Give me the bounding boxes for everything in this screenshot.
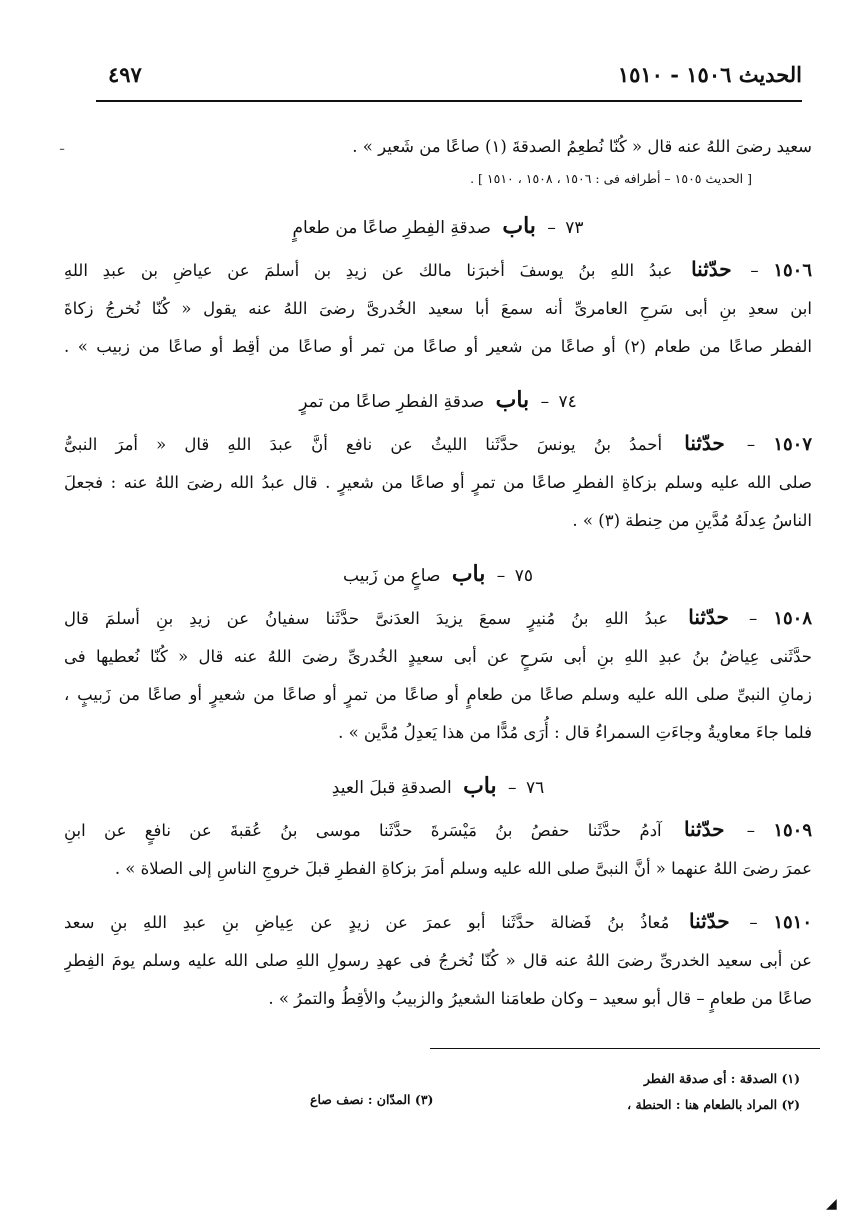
chapter-title: صدقةِ الفطرِ صاعًا من تمرٍ [299, 392, 485, 412]
hadith-1507-line-1: ١٥٠٧ – حدّثنا أحمدُ بنُ يونسَ حدَّثَنا الليثُ عن نافع أنَّ عبدَ اللهِ قال « أمرَ النبىُّ [64, 431, 812, 455]
haddathana-word: حدّثنا [691, 257, 732, 281]
chapter-number: ٧٣ [565, 218, 584, 238]
haddathana-word: حدّثنا [683, 817, 725, 841]
chapter-heading-74: ٧٤ – باب صدقةِ الفطرِ صاعًا من تمرٍ [299, 387, 577, 413]
continuation-line: سعيد رضىَ اللهُ عنه قال « كُنّا نُطعِمُ الصدقةَ (١) صاعًا من شَعير » . [352, 137, 812, 156]
page-body [64, 128, 812, 1018]
running-title: الحديث ١٥٠٦ - ١٥١٠ [617, 62, 802, 87]
hadith-reference: [ الحديث ١٥٠٥ – أطرافه فى : ١٥٠٦ ، ١٥٠٨ ، ١٥١٠ ] . [470, 171, 752, 186]
hadith-number: ١٥٠٩ [773, 820, 812, 841]
hadith-1507-line-3: الناسُ عِدلَهُ مُدَّينِ من حِنطة (٣) » . [572, 511, 812, 530]
hadith-1506-line-1: ١٥٠٦ – حدّثنا عبدُ اللهِ بنُ يوسفَ أخبرَنا مالك عن زيدِ بن أسلمَ عن عياضِ بن عبدِ اللهِ [64, 257, 812, 281]
footnotes [200, 1066, 800, 1118]
hadith-number: ١٥٠٦ [773, 260, 812, 281]
hadith-1508-line-1: ١٥٠٨ – حدّثنا عبدُ اللهِ بنُ مُنيرٍ سمعَ يزيدَ العدَنىَّ حدَّثَنا سفيانُ عن زيدِ بنِ أسلمَ قال [64, 605, 812, 629]
hadith-number: ١٥١٠ [773, 912, 812, 933]
hadith-1510-line-2: عن أبى سعيد الخدرىِّ رضىَ اللهُ عنه قال « كُنّا نُخرجُ فى عهدِ رسولِ اللهِ صلى الله عليه وسلم يومَ الفِطرِ [64, 951, 812, 970]
hadith-text: أحمدُ بنُ يونسَ حدَّثَنا الليثُ عن نافع أنَّ عبدَ اللهِ قال « أمرَ النبىُّ [64, 435, 663, 454]
hadith-1506-line-3: الفطر صاعًا من طعام (٢) أو صاعًا من شعير أو صاعًا من تمر أو صاعًا من أقِط أو صاعًا من زبيب » . [64, 337, 812, 356]
hadith-1508-line-4: فلما جاءَ معاويةُ وجاءَتِ السمراءُ قال : أُرَى مُدًّا من هذا يَعدِلُ مُدَّين » . [338, 723, 812, 742]
footnote-1: (١) الصدقة : أى صدقة الفطر [643, 1071, 800, 1086]
chapter-number: ٧٦ [525, 778, 545, 798]
haddathana-word: حدّثنا [688, 605, 729, 629]
chapter-title: صدقةِ الفِطرِ صاعًا من طعامٍ [292, 218, 491, 238]
corner-mark: ◢ [826, 1196, 837, 1212]
hadith-1509-line-2: عمرَ رضىَ اللهُ عنهما « أنَّ النبىَّ صلى الله عليه وسلم أمرَ بزكاةِ الفطرِ قبلَ خروجِ الناسِ إلى الصلاة » . [114, 859, 812, 878]
page-number: ٤٩٧ [108, 62, 142, 87]
hadith-number: ١٥٠٨ [773, 608, 812, 629]
page-header [100, 62, 802, 96]
haddathana-word: حدّثنا [684, 431, 725, 455]
chapter-number: ٧٤ [558, 392, 577, 412]
chapter-heading-76: ٧٦ – باب الصدقةِ قبلَ العيدِ [331, 773, 545, 799]
bab-word: باب [502, 213, 536, 239]
bab-word: باب [451, 561, 486, 587]
margin-mark: ـ [60, 138, 65, 154]
bab-word: باب [463, 773, 497, 799]
hadith-1508-line-2: حدَّثَنى عِياضُ بنُ عبدِ اللهِ بنِ أبى سَرحٍ عن أبى سعيدٍ الخُدرىِّ رضىَ اللهُ عنه قال « كُنّا نُعطيها فى [64, 647, 812, 666]
footnote-3: (٣) المدّان : نصف صاع [310, 1092, 434, 1107]
hadith-text: عبدُ اللهِ بنُ يوسفَ أخبرَنا مالك عن زيدِ بن أسلمَ عن عياضِ بن عبدِ اللهِ [64, 261, 673, 280]
haddathana-word: حدّثنا [689, 909, 730, 933]
hadith-1510-line-3: صاعًا من طعامٍ – قال أبو سعيد – وكان طعامَنا الشعيرُ والزبيبُ والأقِطُ والتمرُ » . [268, 989, 812, 1008]
hadith-text: مُعاذُ بنُ فَضالة حدَّثَنا أبو عمرَ عن زيدٍ عن عِياضِ بنِ عبدِ اللهِ بنِ سعد [64, 913, 670, 932]
hadith-number: ١٥٠٧ [773, 434, 812, 455]
chapter-title: الصدقةِ قبلَ العيدِ [331, 778, 452, 798]
hadith-text: آدمُ حدَّثَنا حفصُ بنُ مَيْسَرةَ حدَّثَنا موسى بنُ عُقبةَ عن نافعٍ عن ابنِ [64, 821, 662, 840]
hadith-1508-line-3: زمانِ النبىِّ صلى الله عليه وسلم صاعًا من طعامٍ أو صاعًا من تمرٍ أو صاعًا من شعيرٍ أو صاعًا من زَبيبٍ ، [64, 685, 812, 704]
hadith-1506-line-2: ابن سعدِ بنِ أبى سَرحِ العامرىِّ أنه سمعَ أبا سعيد الخُدرىَّ رضىَ اللهُ عنه يقول « كُنّا نُخرجُ زكاةَ [64, 299, 812, 318]
hadith-1507-line-2: صلى الله عليه وسلم بزكاةِ الفطرِ صاعًا من تمرٍ أو صاعًا من شعيرٍ . قال عبدُ الله رضىَ اللهُ عنه : فجعلَ [64, 473, 812, 492]
hadith-1509-line-1: ١٥٠٩ – حدّثنا آدمُ حدَّثَنا حفصُ بنُ مَيْسَرةَ حدَّثَنا موسى بنُ عُقبةَ عن نافعٍ عن ابنِ [64, 817, 812, 841]
hadith-text: عبدُ اللهِ بنُ مُنيرٍ سمعَ يزيدَ العدَنىَّ حدَّثَنا سفيانُ عن زيدِ بنِ أسلمَ قال [64, 609, 669, 628]
chapter-number: ٧٥ [514, 566, 533, 586]
chapter-heading-73: ٧٣ – باب صدقةِ الفِطرِ صاعًا من طعامٍ [292, 213, 584, 239]
bab-word: باب [495, 387, 530, 413]
chapter-title: صاعٍ من زَبيب [343, 566, 441, 586]
chapter-heading-75: ٧٥ – باب صاعٍ من زَبيب [343, 561, 533, 587]
footnote-2: (٢) المراد بالطعام هنا : الحنطة ، [627, 1097, 800, 1112]
footnote-rule [430, 1048, 820, 1049]
hadith-1510-line-1: ١٥١٠ – حدّثنا مُعاذُ بنُ فَضالة حدَّثَنا أبو عمرَ عن زيدٍ عن عِياضِ بنِ عبدِ اللهِ بنِ سعد [64, 909, 812, 933]
header-rule [96, 100, 802, 102]
